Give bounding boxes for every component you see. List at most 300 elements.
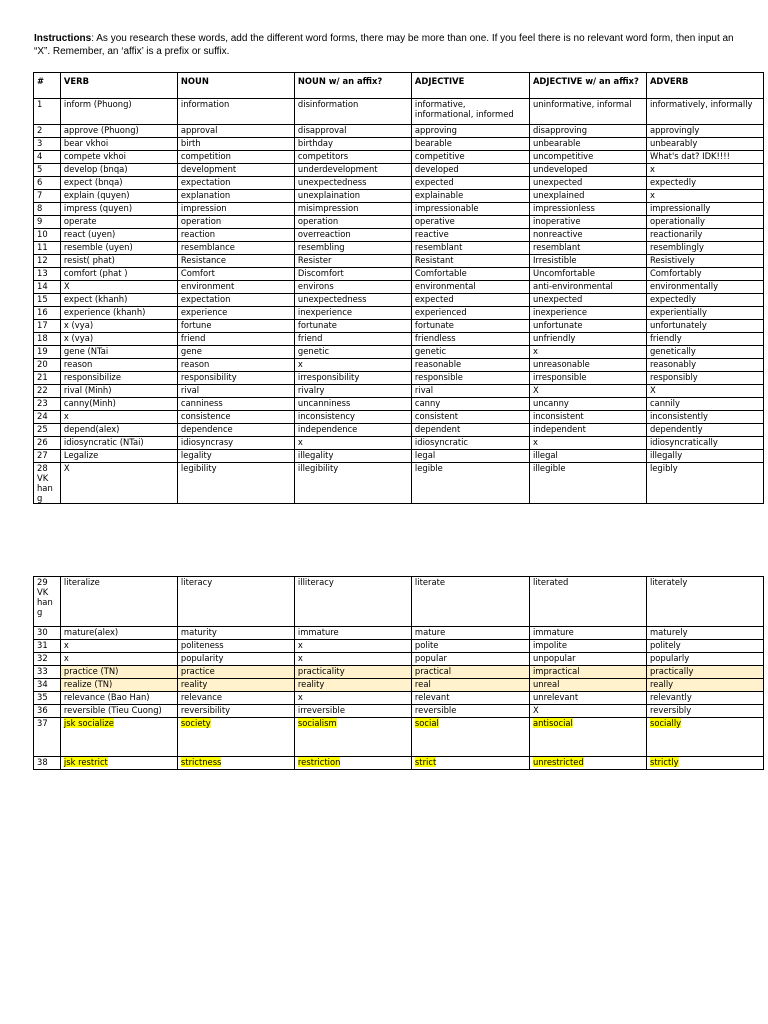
cell-text: gene	[180, 346, 202, 356]
cell-text: explanation	[180, 190, 231, 200]
cell-text: 18	[37, 333, 48, 343]
cell-text: unexplained	[532, 190, 585, 200]
cell-text: idiosyncrasy	[180, 437, 234, 447]
cell-text: competitors	[297, 151, 349, 161]
cell-text: legibility	[180, 463, 217, 473]
table-cell	[529, 125, 646, 138]
table-cell	[529, 229, 646, 242]
cell-text: 35	[37, 692, 48, 702]
cell-text: approving	[414, 125, 457, 135]
row-number-cell	[34, 190, 61, 203]
table-cell	[60, 346, 177, 359]
table-header-row	[34, 73, 764, 99]
cell-text: What's dat? IDK!!!!	[649, 151, 730, 161]
row-number-cell	[34, 666, 61, 679]
cell-text: X	[63, 281, 70, 291]
cell-text: 30	[37, 627, 48, 637]
cell-text: literalize	[63, 577, 100, 587]
cell-text: react (uyen)	[63, 229, 116, 239]
row-number-cell	[34, 216, 61, 229]
cell-text: 3	[37, 138, 43, 148]
cell-text: resemblingly	[649, 242, 704, 252]
table-cell	[646, 679, 763, 692]
cell-text: depend(alex)	[63, 424, 120, 434]
table-cell	[529, 577, 646, 627]
cell-text: mature	[414, 627, 446, 637]
table-cell	[646, 627, 763, 640]
cell-text: illegible	[532, 463, 566, 473]
row-number-cell	[34, 346, 61, 359]
cell-text: 36	[37, 705, 48, 715]
table-cell	[529, 640, 646, 653]
cell-text: inexperience	[297, 307, 352, 317]
cell-text: unfriendly	[532, 333, 576, 343]
cell-text: irresponsibility	[297, 372, 360, 382]
cell-text: 10	[37, 229, 48, 239]
cell-text: consistence	[180, 411, 231, 421]
cell-text: reality	[180, 679, 208, 689]
cell-text: socially	[649, 718, 682, 728]
cell-text: 23	[37, 398, 48, 408]
cell-text: operationally	[649, 216, 705, 226]
table-cell	[177, 99, 294, 125]
cell-text: really	[649, 679, 674, 689]
table-cell	[294, 718, 411, 757]
table-cell	[60, 666, 177, 679]
table-cell	[294, 203, 411, 216]
table-cell	[411, 99, 529, 125]
cell-text: 31	[37, 640, 48, 650]
table-cell	[177, 268, 294, 281]
table-cell	[177, 294, 294, 307]
table-cell	[646, 359, 763, 372]
cell-text: idiosyncratic	[414, 437, 469, 447]
cell-text: 34	[37, 679, 48, 689]
table-cell	[294, 463, 411, 504]
table-cell	[529, 320, 646, 333]
table-cell	[646, 281, 763, 294]
cell-text: unexpectedness	[297, 294, 367, 304]
table-cell	[411, 229, 529, 242]
column-header: ADVERB	[646, 73, 763, 99]
table-cell	[411, 242, 529, 255]
table-cell	[294, 333, 411, 346]
table-cell	[60, 463, 177, 504]
cell-text: x (vya)	[63, 320, 94, 330]
table-row	[34, 229, 764, 242]
row-number-cell	[34, 679, 61, 692]
table-cell	[411, 627, 529, 640]
cell-text: informative, informational, informed	[414, 99, 514, 119]
cell-text: politeness	[180, 640, 224, 650]
table-cell	[646, 692, 763, 705]
table-cell	[60, 359, 177, 372]
cell-text: independent	[532, 424, 586, 434]
table-cell	[60, 255, 177, 268]
table-cell	[411, 320, 529, 333]
table-row	[34, 307, 764, 320]
cell-text: x	[649, 164, 655, 174]
cell-text: dependence	[180, 424, 233, 434]
table-cell	[411, 138, 529, 151]
table-cell	[294, 151, 411, 164]
cell-text: illegibility	[297, 463, 339, 473]
cell-text: operate	[63, 216, 97, 226]
cell-text: reversible (Tieu Cuong)	[63, 705, 162, 715]
cell-text: 25	[37, 424, 48, 434]
table-row	[34, 718, 764, 757]
table-cell	[177, 705, 294, 718]
cell-text: relevance (Bao Han)	[63, 692, 150, 702]
table-cell	[177, 307, 294, 320]
table-cell	[529, 757, 646, 770]
cell-text: impressionless	[532, 203, 595, 213]
column-header: NOUN w/ an affix?	[294, 73, 411, 99]
table-cell	[529, 281, 646, 294]
table-cell	[294, 398, 411, 411]
cell-text: idiosyncratically	[649, 437, 718, 447]
cell-text: reaction	[180, 229, 216, 239]
cell-text: environmental	[414, 281, 476, 291]
row-number-cell	[34, 307, 61, 320]
cell-text: Discomfort	[297, 268, 344, 278]
table-cell	[646, 164, 763, 177]
cell-text: inconsistent	[532, 411, 584, 421]
table-row	[34, 99, 764, 125]
cell-text: x	[297, 437, 303, 447]
table-cell	[60, 190, 177, 203]
table-row	[34, 125, 764, 138]
table-cell	[646, 203, 763, 216]
table-cell	[529, 242, 646, 255]
cell-text: irreversible	[297, 705, 345, 715]
table-cell	[60, 320, 177, 333]
table-row	[34, 138, 764, 151]
cell-text: operation	[297, 216, 339, 226]
table-row	[34, 359, 764, 372]
cell-text: reactionarily	[649, 229, 703, 239]
table-cell	[411, 151, 529, 164]
table-cell	[294, 281, 411, 294]
table-cell	[60, 757, 177, 770]
row-number-cell	[34, 333, 61, 346]
table-cell	[529, 99, 646, 125]
cell-text: Comfort	[180, 268, 215, 278]
row-number-cell	[34, 692, 61, 705]
cell-text: impressionable	[414, 203, 479, 213]
cell-text: 14	[37, 281, 48, 291]
cell-text: illegality	[297, 450, 334, 460]
cell-text: x (vya)	[63, 333, 94, 343]
cell-text: immature	[532, 627, 574, 637]
cell-text: illegal	[532, 450, 558, 460]
table-row	[34, 437, 764, 450]
table-cell	[529, 164, 646, 177]
table-row	[34, 640, 764, 653]
cell-text: practice	[180, 666, 215, 676]
table-cell	[411, 757, 529, 770]
cell-text: expected	[414, 294, 454, 304]
cell-text: development	[180, 164, 237, 174]
cell-text: x	[63, 653, 69, 663]
cell-text: inexperience	[532, 307, 588, 317]
cell-text: unexpectedness	[297, 177, 367, 187]
cell-text: x	[297, 653, 303, 663]
table-cell	[529, 437, 646, 450]
cell-text: rival	[180, 385, 200, 395]
table-row	[34, 372, 764, 385]
table-row	[34, 294, 764, 307]
cell-text: literate	[414, 577, 446, 587]
table-cell	[294, 229, 411, 242]
table-row	[34, 577, 764, 627]
table-row	[34, 705, 764, 718]
table-cell	[177, 177, 294, 190]
row-number-cell	[34, 718, 61, 757]
cell-text: 1	[37, 99, 43, 109]
cell-text: 27	[37, 450, 48, 460]
table-row	[34, 216, 764, 229]
table-cell	[177, 437, 294, 450]
table-cell	[411, 692, 529, 705]
cell-text: x	[297, 640, 303, 650]
cell-text: disapproval	[297, 125, 347, 135]
cell-text: reason	[180, 359, 210, 369]
table-cell	[177, 164, 294, 177]
cell-text: X	[649, 385, 656, 395]
table-cell	[529, 138, 646, 151]
table-cell	[294, 138, 411, 151]
cell-text: relevant	[414, 692, 450, 702]
cell-text: literacy	[180, 577, 213, 587]
table-cell	[177, 398, 294, 411]
cell-text: expected	[414, 177, 454, 187]
row-number-cell	[34, 177, 61, 190]
instructions	[34, 32, 746, 58]
cell-text: expect (khanh)	[63, 294, 128, 304]
row-number-cell	[34, 164, 61, 177]
row-number-cell	[34, 138, 61, 151]
cell-text: reality	[297, 679, 325, 689]
cell-text: 32	[37, 653, 48, 663]
cell-text: friend	[297, 333, 323, 343]
row-number-cell	[34, 653, 61, 666]
cell-text: birthday	[297, 138, 334, 148]
cell-text: developed	[414, 164, 459, 174]
row-number-cell	[34, 359, 61, 372]
cell-text: inoperative	[532, 216, 581, 226]
table-cell	[411, 450, 529, 463]
cell-text: popularly	[649, 653, 690, 663]
table-cell	[60, 653, 177, 666]
table-cell	[60, 151, 177, 164]
table-cell	[60, 679, 177, 692]
cell-text: impression	[180, 203, 227, 213]
cell-text: strict	[414, 757, 437, 767]
table-cell	[646, 151, 763, 164]
cell-text: 20	[37, 359, 48, 369]
table-cell	[646, 177, 763, 190]
table-row	[34, 320, 764, 333]
cell-text: competition	[180, 151, 231, 161]
table-cell	[646, 653, 763, 666]
cell-text: practicality	[297, 666, 345, 676]
cell-text: Resistively	[649, 255, 695, 265]
table-cell	[294, 216, 411, 229]
table-cell	[411, 385, 529, 398]
cell-text: information	[180, 99, 230, 109]
cell-text: inform (Phuong)	[63, 99, 132, 109]
cell-text: environmentally	[649, 281, 719, 291]
table-cell	[294, 177, 411, 190]
cell-text: 8	[37, 203, 43, 213]
table-cell	[294, 307, 411, 320]
cell-text: strictness	[180, 757, 222, 767]
cell-text: develop (bnqa)	[63, 164, 128, 174]
table-cell	[177, 463, 294, 504]
table-row	[34, 757, 764, 770]
cell-text: 7	[37, 190, 43, 200]
table-row	[34, 463, 764, 504]
cell-text: experience	[180, 307, 228, 317]
table-cell	[646, 307, 763, 320]
cell-text: literated	[532, 577, 569, 587]
table-cell	[411, 125, 529, 138]
cell-text: independence	[297, 424, 358, 434]
table-cell	[294, 99, 411, 125]
cell-text: dependent	[414, 424, 461, 434]
cell-text: expectedly	[649, 294, 697, 304]
cell-text: Uncomfortable	[532, 268, 596, 278]
table-cell	[646, 320, 763, 333]
cell-text: responsibly	[649, 372, 698, 382]
cell-text: Resistance	[180, 255, 227, 265]
table-cell	[60, 705, 177, 718]
table-row	[34, 203, 764, 216]
row-number-cell	[34, 281, 61, 294]
cell-text: unrestricted	[532, 757, 584, 767]
cell-text: Comfortable	[414, 268, 467, 278]
table-cell	[177, 450, 294, 463]
table-cell	[60, 718, 177, 757]
cell-text: explainable	[414, 190, 464, 200]
row-number-cell	[34, 627, 61, 640]
cell-text: experientially	[649, 307, 707, 317]
cell-text: legality	[180, 450, 212, 460]
table-cell	[177, 424, 294, 437]
row-number-cell	[34, 385, 61, 398]
table-cell	[529, 653, 646, 666]
table-cell	[411, 255, 529, 268]
cell-text: inconsistency	[297, 411, 355, 421]
cell-text: antisocial	[532, 718, 573, 728]
cell-text: legal	[414, 450, 436, 460]
table-cell	[411, 216, 529, 229]
table-cell	[411, 705, 529, 718]
cell-text: immature	[297, 627, 339, 637]
cell-text: x	[297, 359, 303, 369]
table-cell	[646, 229, 763, 242]
cell-text: maturity	[180, 627, 217, 637]
column-header: ADJECTIVE w/ an affix?	[529, 73, 646, 99]
cell-text: X	[63, 463, 70, 473]
table-cell	[411, 424, 529, 437]
cell-text: unrelevant	[532, 692, 579, 702]
table-cell	[60, 398, 177, 411]
table-cell	[411, 268, 529, 281]
cell-text: birth	[180, 138, 201, 148]
cell-text: impressionally	[649, 203, 711, 213]
cell-text: X	[532, 705, 539, 715]
cell-text: resembling	[297, 242, 345, 252]
table-cell	[529, 177, 646, 190]
cell-text: unreasonable	[532, 359, 590, 369]
table-cell	[411, 203, 529, 216]
table-cell	[646, 437, 763, 450]
table-cell	[529, 463, 646, 504]
table-cell	[294, 255, 411, 268]
table-cell	[294, 346, 411, 359]
row-number-cell	[34, 640, 61, 653]
cell-text: unreal	[532, 679, 560, 689]
table-cell	[646, 346, 763, 359]
table-cell	[177, 411, 294, 424]
cell-text: Resistant	[414, 255, 454, 265]
table-cell	[177, 679, 294, 692]
cell-text: unexplaination	[297, 190, 361, 200]
table-cell	[60, 692, 177, 705]
cell-text: fortunate	[414, 320, 454, 330]
cell-text: 37	[37, 718, 48, 728]
cell-text: fortunate	[297, 320, 337, 330]
cell-text: popular	[414, 653, 447, 663]
cell-text: approvingly	[649, 125, 700, 135]
table-cell	[529, 203, 646, 216]
cell-text: illiteracy	[297, 577, 334, 587]
row-number-cell	[34, 411, 61, 424]
row-number-cell	[34, 757, 61, 770]
cell-text: canny(Minh)	[63, 398, 116, 408]
cell-text: resemblant	[414, 242, 463, 252]
cell-text: maturely	[649, 627, 688, 637]
cell-text: reason	[63, 359, 93, 369]
table-cell	[60, 177, 177, 190]
cell-text: 12	[37, 255, 48, 265]
cell-text: friendless	[414, 333, 456, 343]
row-number-cell	[34, 255, 61, 268]
cell-text: misimpression	[297, 203, 359, 213]
table-row	[34, 424, 764, 437]
instructions-text: : As you research these words, add the different word forms, there may be more than one. If you feel there is no relevant word form, then input an “X”. Remember, an ‘affix’ is a prefix or suffix.	[34, 33, 734, 57]
table-cell	[411, 718, 529, 757]
table-cell	[529, 346, 646, 359]
cell-text: cannily	[649, 398, 680, 408]
cell-text: idiosyncratic (NTai)	[63, 437, 144, 447]
table-cell	[529, 372, 646, 385]
cell-text: popularity	[180, 653, 224, 663]
cell-text: impractical	[532, 666, 580, 676]
cell-text: 22	[37, 385, 48, 395]
cell-text: responsible	[414, 372, 463, 382]
table-cell	[177, 281, 294, 294]
table-cell	[294, 164, 411, 177]
table-cell	[529, 359, 646, 372]
cell-text: 21	[37, 372, 48, 382]
cell-text: expectation	[180, 294, 231, 304]
cell-text: anti-environmental	[532, 281, 613, 291]
cell-text: canny	[414, 398, 441, 408]
cell-text: x	[297, 692, 303, 702]
